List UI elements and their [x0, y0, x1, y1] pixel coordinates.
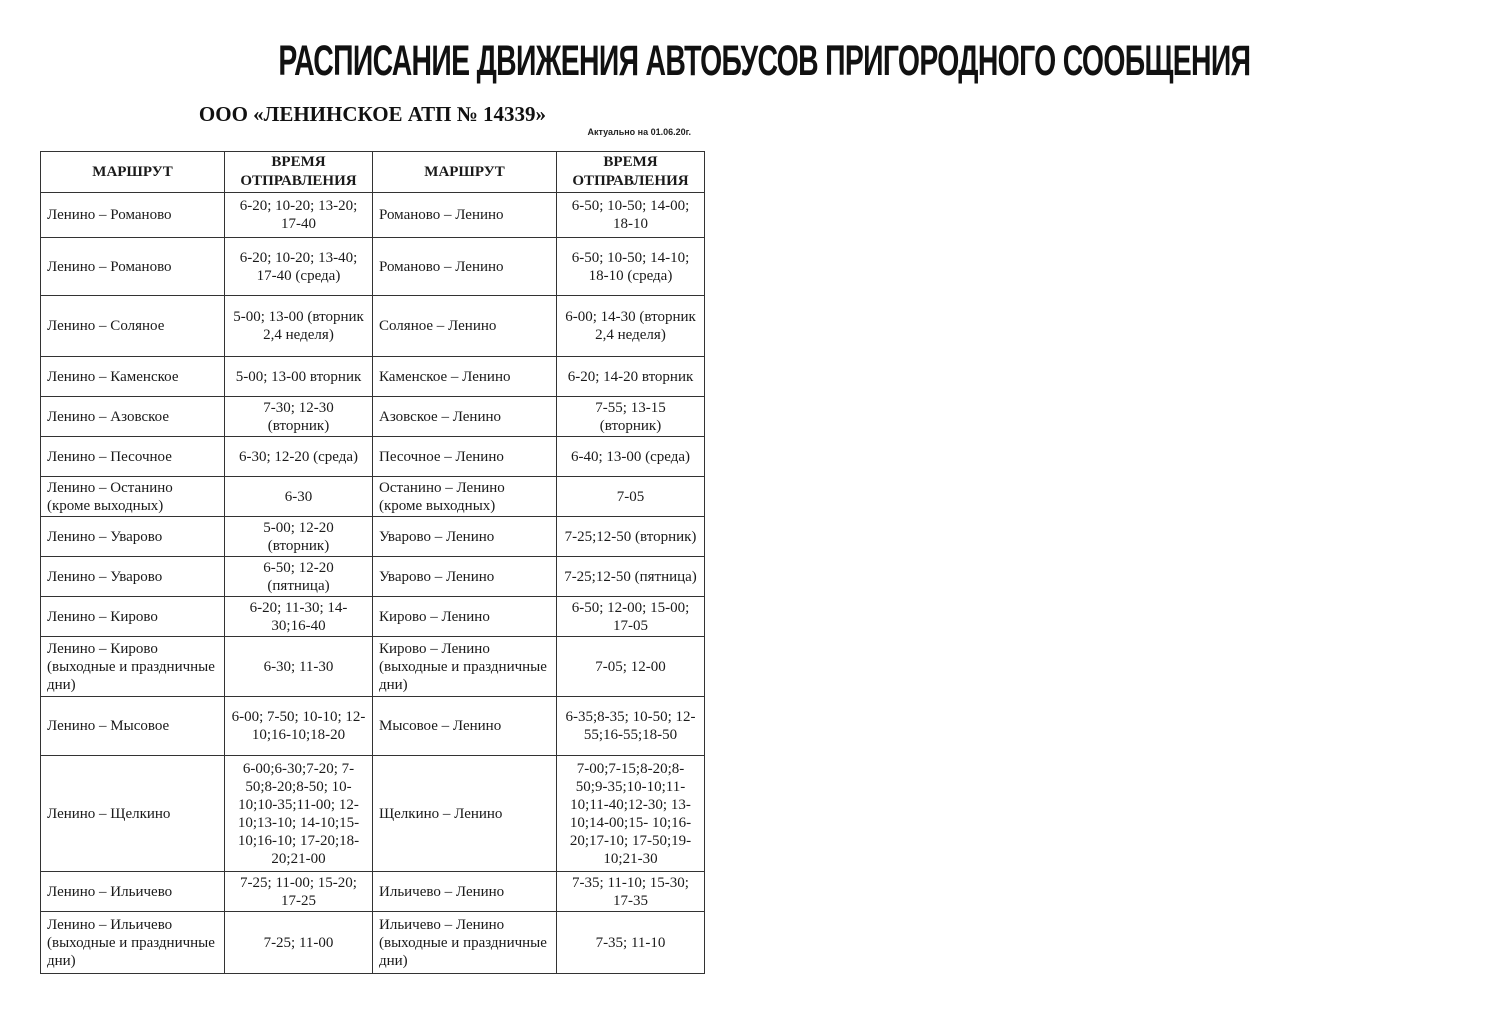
route-back-cell: Мысовое – Ленино — [373, 697, 557, 756]
table-row — [41, 872, 705, 912]
time-back-cell: 6-50; 12-00; 15-00; 17-05 — [557, 597, 705, 637]
time-out-cell: 5-00; 12-20 (вторник) — [225, 517, 373, 557]
time-out-cell: 5-00; 13-00 вторник — [225, 357, 373, 397]
time-back-cell: 6-50; 10-50; 14-10; 18-10 (среда) — [557, 238, 705, 296]
time-back-cell: 6-50; 10-50; 14-00; 18-10 — [557, 193, 705, 238]
route-out-cell: Ленино – Романово — [41, 238, 225, 296]
time-back-cell: 7-05; 12-00 — [557, 637, 705, 697]
table-row — [41, 238, 705, 296]
header-time-left: ВРЕМЯ ОТПРАВЛЕНИЯ — [225, 152, 373, 193]
time-back-cell: 7-55; 13-15 (вторник) — [557, 397, 705, 437]
time-back-cell: 6-00; 14-30 (вторник 2,4 неделя) — [557, 296, 705, 357]
route-back-cell: Ильичево – Ленино (выходные и праздничные дни) — [373, 912, 557, 974]
route-out-cell: Ленино – Останино (кроме выходных) — [41, 477, 225, 517]
time-out-cell: 7-25; 11-00; 15-20; 17-25 — [225, 872, 373, 912]
header-route-right: МАРШРУТ — [373, 152, 557, 193]
route-out-cell: Ленино – Кирово (выходные и праздничные дни) — [41, 637, 225, 697]
time-out-cell: 6-20; 11-30; 14-30;16-40 — [225, 597, 373, 637]
table-row — [41, 697, 705, 756]
time-out-cell: 6-20; 10-20; 13-40; 17-40 (среда) — [225, 238, 373, 296]
route-back-cell: Каменское – Ленино — [373, 357, 557, 397]
time-out-cell: 7-25; 11-00 — [225, 912, 373, 974]
table-row — [41, 557, 705, 597]
route-out-cell: Ленино – Азовское — [41, 397, 225, 437]
route-back-cell: Песочное – Ленино — [373, 437, 557, 477]
table-row — [41, 637, 705, 697]
time-back-cell: 7-35; 11-10 — [557, 912, 705, 974]
route-back-cell: Кирово – Ленино — [373, 597, 557, 637]
route-back-cell: Ильичево – Ленино — [373, 872, 557, 912]
time-out-cell: 6-00; 7-50; 10-10; 12-10;16-10;18-20 — [225, 697, 373, 756]
route-out-cell: Ленино – Кирово — [41, 597, 225, 637]
route-out-cell: Ленино – Романово — [41, 193, 225, 238]
table-row — [41, 912, 705, 974]
time-back-cell: 6-40; 13-00 (среда) — [557, 437, 705, 477]
route-out-cell: Ленино – Уварово — [41, 517, 225, 557]
route-out-cell: Ленино – Мысовое — [41, 697, 225, 756]
table-row — [41, 357, 705, 397]
route-back-cell: Уварово – Ленино — [373, 517, 557, 557]
header-route-left: МАРШРУТ — [41, 152, 225, 193]
page-title-text: РАСПИСАНИЕ ДВИЖЕНИЯ АВТОБУСОВ ПРИГОРОДНОГО СООБЩЕНИЯ — [278, 37, 1251, 85]
table-row — [41, 517, 705, 557]
time-out-cell: 5-00; 13-00 (вторник 2,4 неделя) — [225, 296, 373, 357]
time-out-cell: 6-20; 10-20; 13-20; 17-40 — [225, 193, 373, 238]
time-out-cell: 6-30; 11-30 — [225, 637, 373, 697]
route-out-cell: Ленино – Песочное — [41, 437, 225, 477]
actual-date: Актуально на 01.06.20г. — [587, 127, 691, 137]
route-out-cell: Ленино – Ильичево — [41, 872, 225, 912]
table-row — [41, 193, 705, 238]
route-back-cell: Романово – Ленино — [373, 193, 557, 238]
table-row — [41, 756, 705, 872]
organization-name: ООО «ЛЕНИНСКОЕ АТП № 14339» — [198, 102, 547, 126]
time-out-cell: 7-30; 12-30 (вторник) — [225, 397, 373, 437]
route-back-cell: Соляное – Ленино — [373, 296, 557, 357]
time-out-cell: 6-50; 12-20 (пятница) — [225, 557, 373, 597]
route-back-cell: Романово – Ленино — [373, 238, 557, 296]
time-back-cell: 7-00;7-15;8-20;8- 50;9-35;10-10;11- 10;11-40;12-30; 13-10;14-00;15- 10;16-20;17-10; 17-50;19-10;21-30 — [557, 756, 705, 872]
route-back-cell: Останино – Ленино (кроме выходных) — [373, 477, 557, 517]
schedule-table — [40, 151, 705, 974]
time-out-cell: 6-00;6-30;7-20; 7-50;8-20;8-50; 10-10;10-35;11-00; 12-10;13-10; 14-10;15-10;16-10; 17-20;18-20;21-00 — [225, 756, 373, 872]
route-out-cell: Ленино – Ильичево (выходные и праздничные дни) — [41, 912, 225, 974]
header-time-right: ВРЕМЯ ОТПРАВЛЕНИЯ — [557, 152, 705, 193]
table-row — [41, 296, 705, 357]
route-out-cell: Ленино – Щелкино — [41, 756, 225, 872]
route-out-cell: Ленино – Уварово — [41, 557, 225, 597]
table-row — [41, 397, 705, 437]
route-back-cell: Азовское – Ленино — [373, 397, 557, 437]
time-back-cell: 7-25;12-50 (пятница) — [557, 557, 705, 597]
route-back-cell: Щелкино – Ленино — [373, 756, 557, 872]
route-back-cell: Кирово – Ленино (выходные и праздничные дни) — [373, 637, 557, 697]
time-back-cell: 6-20; 14-20 вторник — [557, 357, 705, 397]
time-back-cell: 7-05 — [557, 477, 705, 517]
table-row — [41, 437, 705, 477]
time-back-cell: 6-35;8-35; 10-50; 12-55;16-55;18-50 — [557, 697, 705, 756]
time-back-cell: 7-25;12-50 (вторник) — [557, 517, 705, 557]
time-out-cell: 6-30 — [225, 477, 373, 517]
header-row — [41, 152, 705, 193]
table-row — [41, 477, 705, 517]
page-title — [28, 32, 1251, 90]
route-back-cell: Уварово – Ленино — [373, 557, 557, 597]
time-back-cell: 7-35; 11-10; 15-30; 17-35 — [557, 872, 705, 912]
route-out-cell: Ленино – Соляное — [41, 296, 225, 357]
route-out-cell: Ленино – Каменское — [41, 357, 225, 397]
time-out-cell: 6-30; 12-20 (среда) — [225, 437, 373, 477]
table-row — [41, 597, 705, 637]
